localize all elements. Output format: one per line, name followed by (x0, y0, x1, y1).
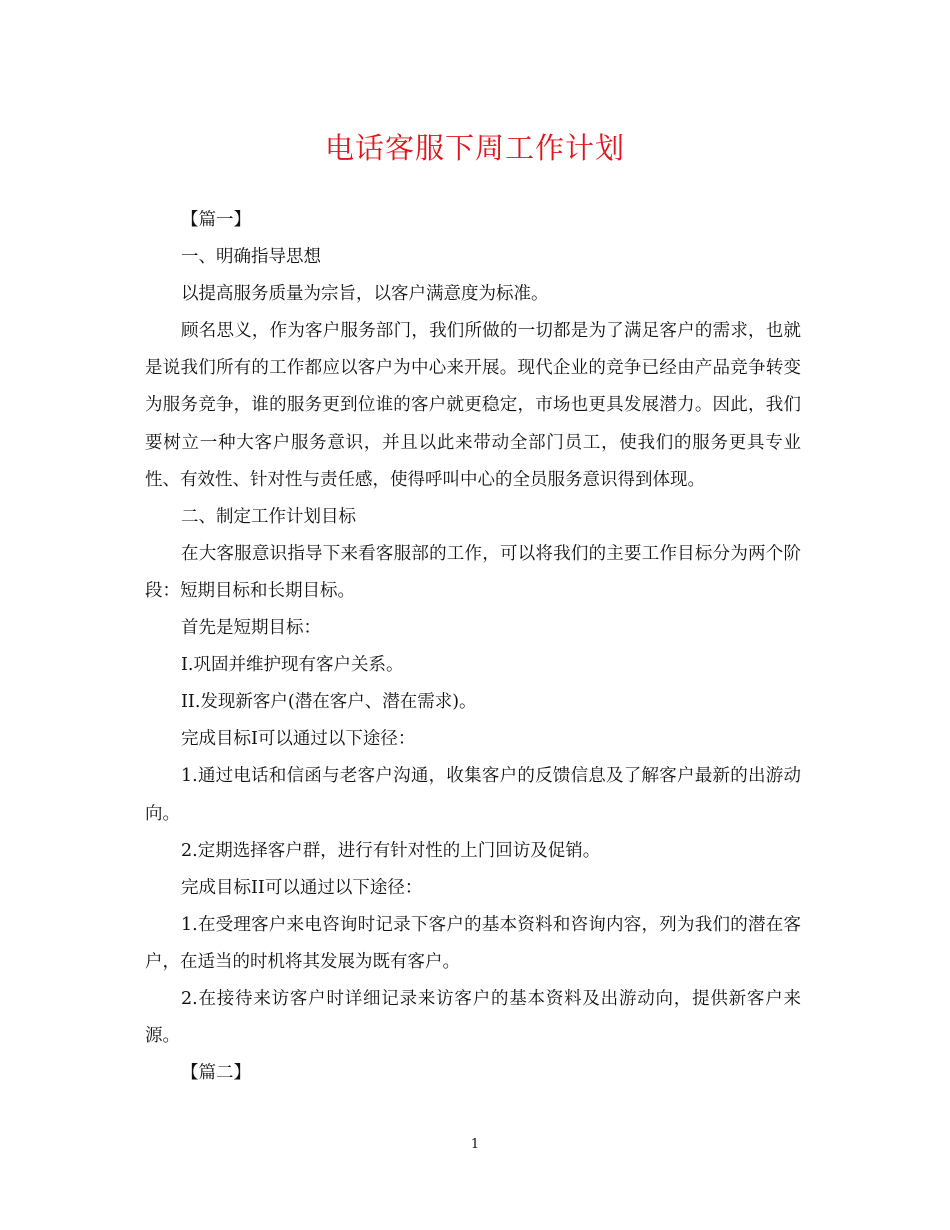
list-item: 1.通过电话和信函与老客户沟通，收集客户的反馈信息及了解客户最新的出游动向。 (145, 766, 801, 824)
page-number: 1 (470, 1137, 480, 1152)
paragraph: 顾名思义，作为客户服务部门，我们所做的一切都是为了满足客户的需求，也就是说我们所有的工作都应以客户为中心来开展。现代企业的竞争已经由产品竞争转变为服务竞争，谁的服务更到位谁的客户就更稳定，市场也更具发展潜力。因此，我们要树立一种大客户服务意识，并且以此来带动全部门员工，使我们的服务更具专业性、有效性、针对性与责任感，使得呼叫中心的全员服务意识得到体现。 (145, 321, 801, 490)
heading-guiding-principle: 一、明确指导思想 (181, 247, 321, 268)
paragraph: 完成目标II可以通过以下途径： (181, 877, 423, 898)
paragraph: 以提高服务质量为宗旨，以客户满意度为标准。 (181, 284, 549, 305)
paragraph: 完成目标I可以通过以下途径： (181, 729, 416, 750)
paragraph: 首先是短期目标： (181, 618, 321, 639)
list-item: 2.在接待来访客户时详细记录来访客户的基本资料及出游动向，提供新客户来源。 (145, 988, 801, 1047)
paragraph: 在大客服意识指导下来看客服部的工作，可以将我们的主要工作目标分为两个阶段：短期目标和长期目标。 (145, 543, 801, 601)
list-item: 2.定期选择客户群，进行有针对性的上门回访及促销。 (181, 840, 601, 861)
heading-work-goals: 二、制定工作计划目标 (181, 506, 356, 527)
section-marker-2: 【篇二】 (181, 1063, 251, 1084)
list-item: I.巩固并维护现有客户关系。 (181, 655, 404, 676)
page-title: 电话客服下周工作计划 (324, 131, 625, 165)
list-item: 1.在受理客户来电咨询时记录下客户的基本资料和咨询内容，列为我们的潜在客户，在适当的时机将其发展为既有客户。 (145, 914, 801, 972)
section-marker-1: 【篇一】 (181, 210, 251, 230)
list-item: II.发现新客户(潜在客户、潜在需求)。 (181, 692, 477, 713)
document-body (145, 202, 801, 1092)
